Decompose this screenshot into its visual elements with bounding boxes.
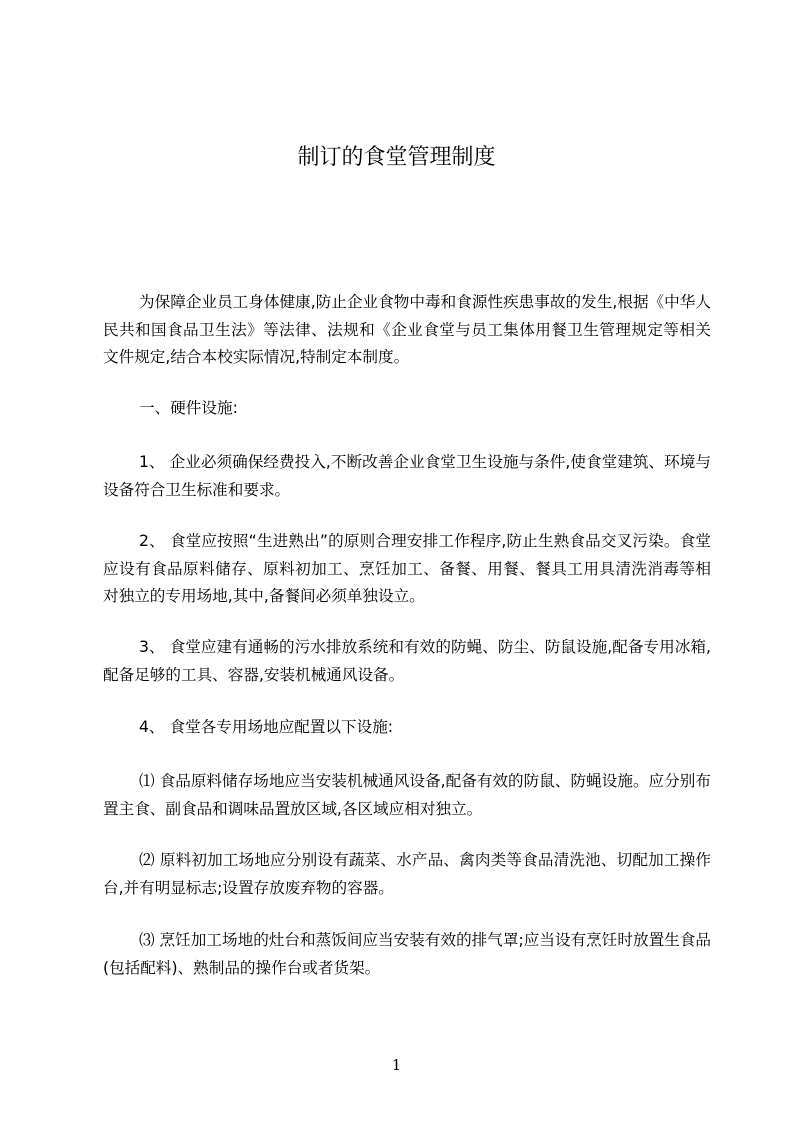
document-title: 制订的食堂管理制度 [297, 145, 496, 170]
item-4-paragraph: 4、 食堂各专用场地应配置以下设施: [139, 718, 394, 736]
item-2-paragraph: 2、 食堂应按照“生进熟出”的原则合理安排工作程序,防止生熟食品交叉污染。食堂应设有食品原料储存、原料初加工、烹饪加工、备餐、用餐、餐具工用具清洗消毒等相对独立的专用场地,其中,备餐间必须单独设立。 [103, 532, 711, 605]
sub-item-1-paragraph: ⑴ 食品原料储存场地应当安装机械通风设备,配备有效的防鼠、防蝇设施。应分别布置主食、副食品和调味品置放区域,各区域应相对独立。 [103, 772, 711, 818]
section-heading-hardware: 一、硬件设施: [139, 399, 238, 417]
page-number: 1 [391, 1056, 402, 1074]
sub-item-3-paragraph: ⑶ 烹饪加工场地的灶台和蒸饭间应当安装有效的排气罩;应当设有烹饪时放置生食品(包括配料)、熟制品的操作台或者货架。 [103, 931, 711, 977]
sub-item-2-paragraph: ⑵ 原料初加工场地应分别设有蔬菜、水产品、禽肉类等食品清洗池、切配加工操作台,并有明显标志;设置存放废弃物的容器。 [103, 851, 711, 897]
intro-paragraph: 为保障企业员工身体健康,防止企业食物中毒和食源性疾患事故的发生,根据《中华人民共和国食品卫生法》等法律、法规和《企业食堂与员工集体用餐卫生管理规定等相关文件规定,结合本校实际情况,特制定本制度。 [103, 293, 711, 366]
item-1-paragraph: 1、 企业必须确保经费投入,不断改善企业食堂卫生设施与条件,使食堂建筑、环境与设备符合卫生标准和要求。 [103, 453, 711, 499]
item-3-paragraph: 3、 食堂应建有通畅的污水排放系统和有效的防蝇、防尘、防鼠设施,配备专用冰箱,配备足够的工具、容器,安装机械通风设备。 [103, 638, 711, 684]
